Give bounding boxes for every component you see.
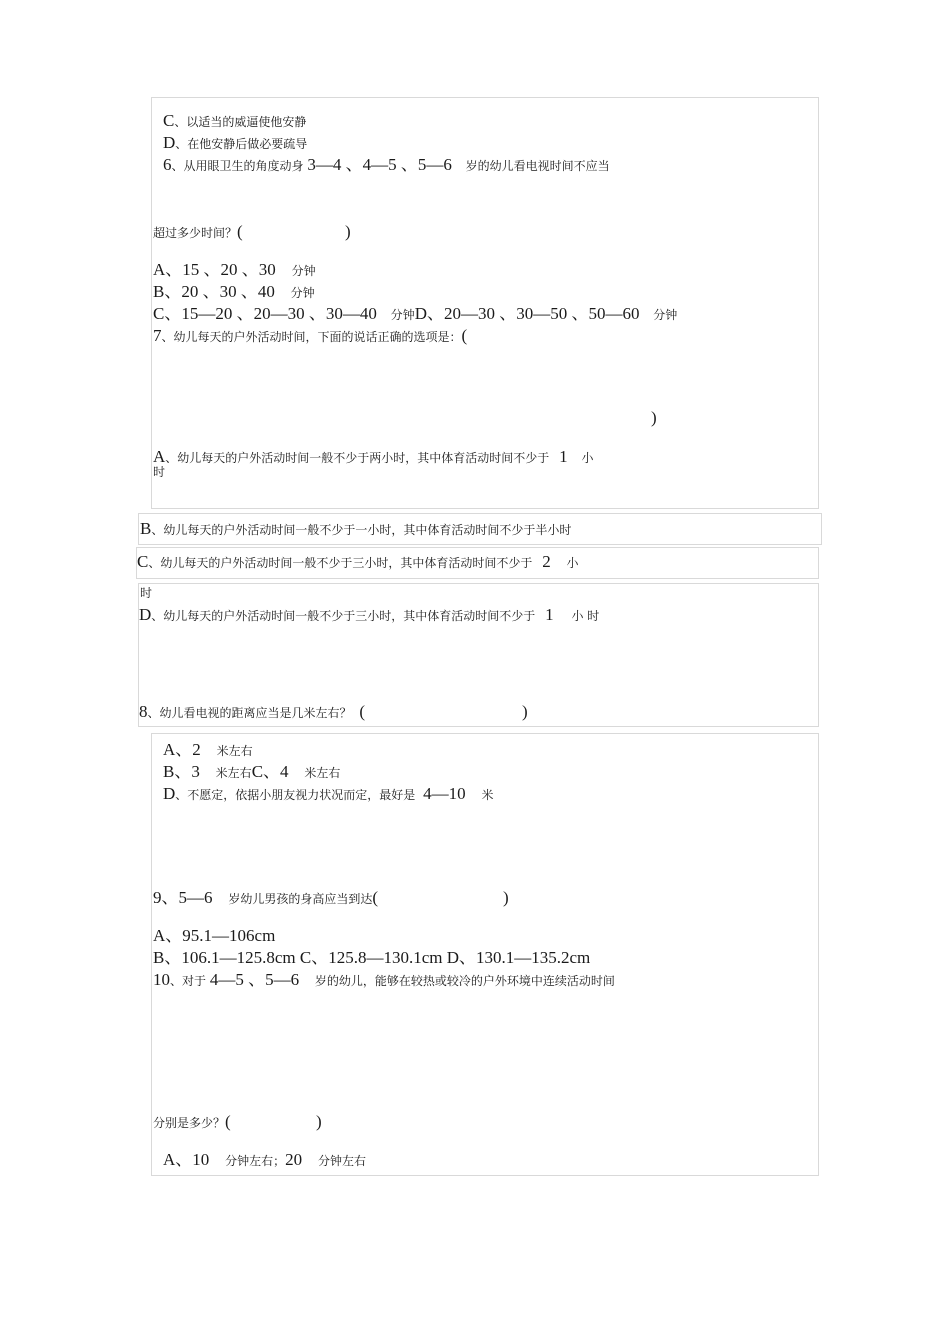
q8-stem: 8、幼儿看电视的距离应当是几米左右？ ( — [139, 702, 366, 721]
q6-stem: 6、从用眼卫生的角度动身 3—4 、4—5 、5—6 岁的幼儿看电视时间不应当 — [163, 155, 610, 174]
q8-paren-close: ) — [522, 702, 528, 721]
q6-option-c-d: C、15—20 、20—30 、30—40 分钟D、20—30 、30—50 、50—60 分钟 — [153, 304, 678, 323]
q6-option-a: A、15 、20 、30 分钟 — [153, 260, 316, 279]
q7-stem: 7、幼儿每天的户外活动时间，下面的说话正确的选项是：( — [153, 326, 468, 345]
q5-option-c: C、以适当的威逼使他安静 — [163, 111, 307, 130]
q9-option-a: A、95.1—106cm — [153, 926, 276, 945]
q7-option-a-cont: 时 — [153, 465, 166, 479]
q6-stem-cont: 超过多少时间？( — [153, 222, 243, 241]
q10-stem: 10、对于 4—5 、5—6 岁的幼儿，能够在较热或较冷的户外环境中连续活动时间 — [153, 970, 615, 989]
q10-stem-cont: 分别是多少？( — [153, 1112, 231, 1131]
q8-option-b-c: B、3 米左右C、4 米左右 — [163, 762, 341, 781]
q7-option-c-cont: 时 — [140, 586, 153, 600]
q7-option-c: C、幼儿每天的户外活动时间一般不少于三小时，其中体育活动时间不少于 2 小 — [137, 552, 579, 571]
q9-paren-close: ) — [503, 888, 509, 907]
q7-paren-close: ) — [651, 408, 657, 427]
q6-paren-close: ) — [345, 222, 351, 241]
q5-option-d: D、在他安静后做必要疏导 — [163, 133, 308, 152]
q10-paren-close: ) — [316, 1112, 322, 1131]
q7-option-b: B、幼儿每天的户外活动时间一般不少于一小时，其中体育活动时间不少于半小时 — [140, 519, 572, 538]
q10-option-a: A、10 分钟左右；20 分钟左右 — [163, 1150, 366, 1169]
q8-option-d: D、不愿定，依据小朋友视力状况而定，最好是 4—10 米 — [163, 784, 494, 803]
q9-option-b-c-d: B、106.1—125.8cm C、125.8—130.1cm D、130.1—135.2cm — [153, 948, 591, 967]
q7-option-d: D、幼儿每天的户外活动时间一般不少于三小时，其中体育活动时间不少于 1 小 时 — [139, 605, 600, 624]
q7-option-a: A、幼儿每天的户外活动时间一般不少于两小时，其中体育活动时间不少于 1 小 — [153, 447, 594, 466]
q8-option-a: A、2 米左右 — [163, 740, 253, 759]
q9-stem: 9、5—6 岁幼儿男孩的身高应当到达( — [153, 888, 379, 907]
q6-option-b: B、20 、30 、40 分钟 — [153, 282, 315, 301]
